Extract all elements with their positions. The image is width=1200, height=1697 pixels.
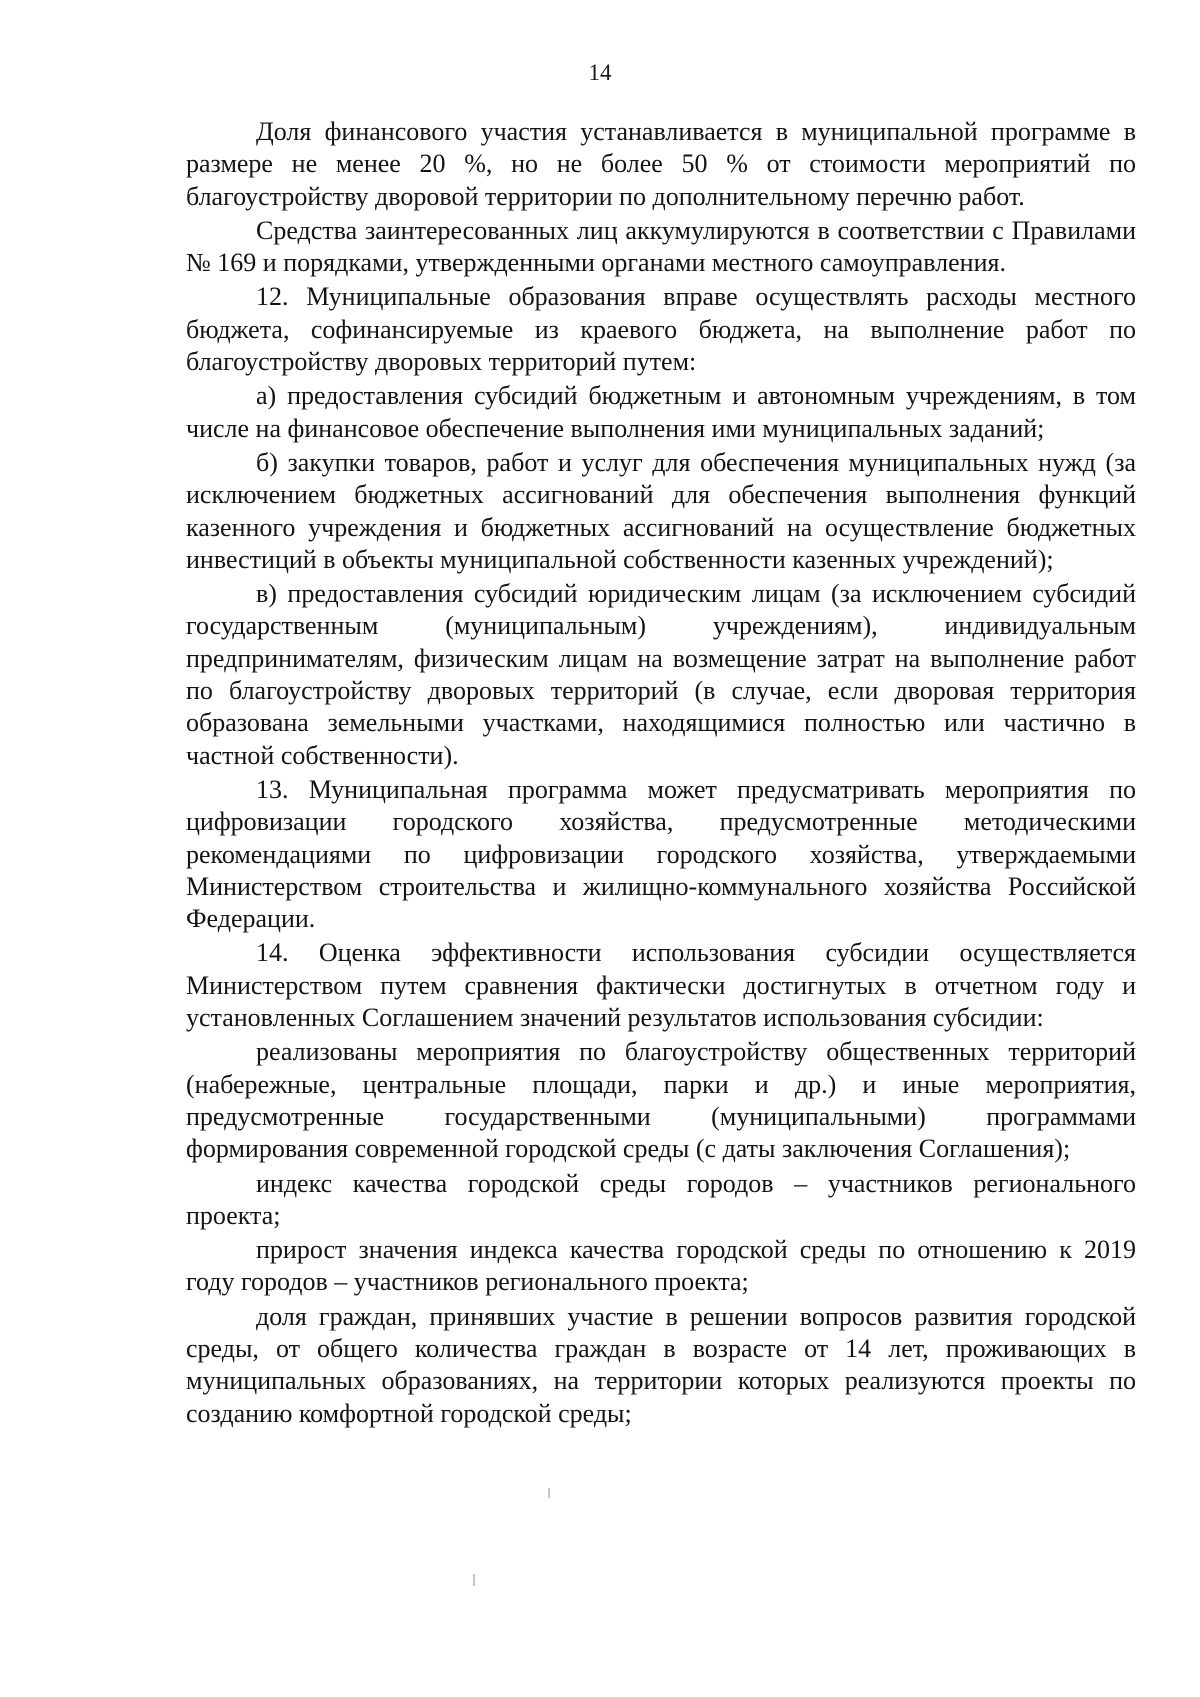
paragraph-result-citizen-share: доля граждан, принявших участие в решении вопросов развития городской среды, от общего количества граждан в возрасте от 14 лет, проживающих в муниципальных образованиях, на территории которых реализуются проекты по созданию комфортной городской среды; — [186, 1301, 1136, 1428]
paragraph-funds-accumulation: Средства заинтересованных лиц аккумулируются в соответствии с Правилами № 169 и порядками, утвержденными органами местного самоуправления. — [186, 215, 1136, 278]
paragraph-item-13: 13. Муниципальная программа может предусматривать мероприятия по цифровизации городского хозяйства, предусмотренные методическими рекомендациями по цифровизации городского хозяйства, утверждаемыми Министерством строительства и жилищно-коммунального хозяйства Российской Федерации. — [186, 774, 1136, 934]
page-number: 14 — [588, 60, 612, 85]
paragraph-result-index-growth: прирост значения индекса качества городской среды по отношению к 2019 году городов – участников регионального проекта; — [186, 1235, 1136, 1297]
paragraph-financial-share: Доля финансового участия устанавливается в муниципальной программе в размере не менее 20 %, но не более 50 % от стоимости мероприятий по благоустройству дворовой территории по дополнительному перечню работ. — [186, 117, 1136, 211]
paragraph-item-12b: б) закупки товаров, работ и услуг для обеспечения муниципальных нужд (за исключением бюджетных ассигнований для обеспечения выполнения функций казенного учреждения и бюджетных ассигнований на осуществление бюджетных инвестиций в объекты муниципальной собственности казенных учреждений); — [186, 447, 1136, 574]
paragraph-result-public-areas: реализованы мероприятия по благоустройству общественных территорий (набережные, центральные площади, парки и др.) и иные мероприятия, предусмотренные государственными (муниципальными) программами формирования современной городской среды (с даты заключения Соглашения); — [186, 1037, 1136, 1164]
paragraph-item-12: 12. Муниципальные образования вправе осуществлять расходы местного бюджета, софинансируемые из краевого бюджета, на выполнение работ по благоустройству дворовых территорий путем: — [186, 282, 1136, 377]
paragraph-item-14: 14. Оценка эффективности использования субсидии осуществляется Министерством путем сравнения фактически достигнутых в отчетном году и установленных Соглашением значений результатов использования субсидии: — [186, 938, 1136, 1033]
scan-mark — [548, 1488, 550, 1498]
paragraph-item-12a: а) предоставления субсидий бюджетным и автономным учреждениям, в том числе на финансовое обеспечение выполнения ими муниципальных заданий; — [186, 381, 1136, 443]
paragraph-item-12v: в) предоставления субсидий юридическим лицам (за исключением субсидий государственным (муниципальным) учреждениям), индивидуальным предпринимателям, физическим лицам на возмещение затрат на выполнение работ по благоустройству дворовых территорий (в случае, если дворовая территория образована земельными участками, находящимися полностью или частично в частной собственности). — [186, 579, 1136, 770]
document-body — [186, 116, 1136, 1432]
paragraph-result-quality-index: индекс качества городской среды городов – участников регионального проекта; — [186, 1168, 1136, 1230]
scan-mark — [473, 1574, 475, 1586]
